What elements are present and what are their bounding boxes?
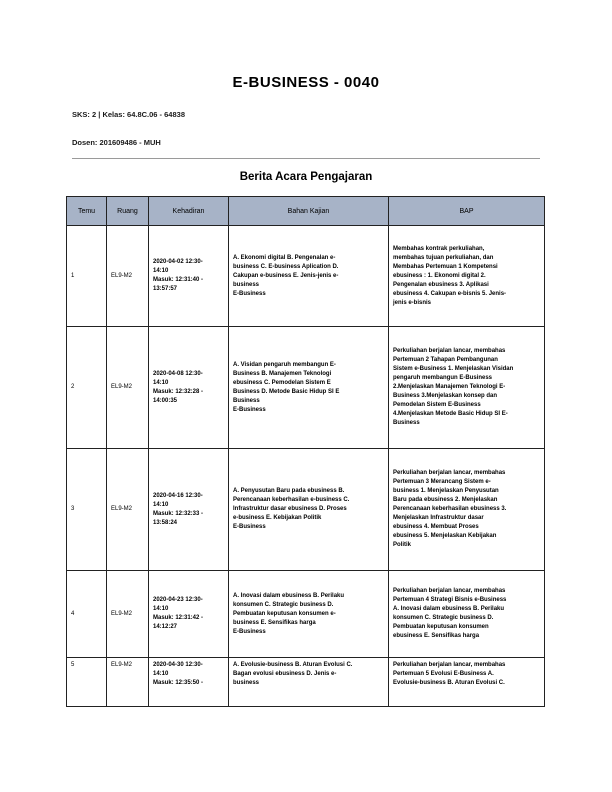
cell-kehadiran-line: 13:58:24 <box>153 519 178 526</box>
cell-bap-line: ebusiness 5. Menjelaskan Kebijakan <box>393 533 497 539</box>
cell-bahan-kajian <box>229 226 389 327</box>
cell-bahan-kajian-line: A. Inovasi dalam ebusiness B. Perilaku <box>233 592 345 599</box>
cell-temu: 3 <box>67 449 107 571</box>
cell-bahan-kajian-line: Business <box>233 397 260 404</box>
cell-bahan-kajian-line: business C. E-business Aplication D. <box>233 263 339 270</box>
cell-bap-line: Perkuliahan berjalan lancar, membahas <box>393 470 506 476</box>
cell-bahan-kajian-line: business E. Sensifikas harga <box>233 619 316 626</box>
header-bap: BAP <box>389 197 545 226</box>
cell-bap-line: Menjelaskan Infrastruktur dasar <box>393 515 484 521</box>
cell-bap-line: Perkuliahan berjalan lancar, membahas <box>393 588 506 594</box>
cell-bap <box>389 449 545 571</box>
cell-kehadiran-line: 2020-04-23 12:30- <box>153 597 203 603</box>
cell-kehadiran <box>149 571 229 658</box>
cell-bap-line: Evolusie-business B. Aturan Evolusi C. <box>393 680 505 686</box>
cell-bahan-kajian-line: E-Business <box>233 628 266 635</box>
cell-ruang: EL9-M2 <box>107 658 149 707</box>
cell-bap-line: Sistem e-Business 1. Menjelaskan Visidan <box>393 366 514 372</box>
cell-kehadiran-line: Masuk: 12:31:42 - <box>153 615 204 621</box>
cell-bahan-kajian-line: Business B. Manajemen Teknologi <box>233 370 332 377</box>
cell-kehadiran-line: 2020-04-16 12:30- <box>153 492 203 499</box>
cell-bahan-kajian-line: E-Business <box>233 524 266 530</box>
cell-bap <box>389 327 545 449</box>
cell-bahan-kajian-line: A. Visidan pengaruh membangun E- <box>233 361 336 368</box>
cell-bap-line: ebusiness : 1. Ekonomi digital 2. <box>393 272 486 279</box>
table-row <box>67 571 545 658</box>
sks-class-info: SKS: 2 | Kelas: 64.8C.06 - 64838 <box>72 110 185 119</box>
cell-bap-line: Pertemuan 3 Merancang Sistem e- <box>393 479 491 485</box>
table-row <box>67 449 545 571</box>
cell-bahan-kajian-line: Bagan evolusi ebusiness D. Jenis e- <box>233 671 337 677</box>
cell-bap-line: Baru pada ebusiness 2. Menjelaskan <box>393 497 498 503</box>
cell-kehadiran-line: Masuk: 12:31:40 - <box>153 277 204 283</box>
cell-bap-line: ebusiness 4. Cakupan e-bisnis 5. Jenis- <box>393 290 507 297</box>
cell-temu: 4 <box>67 571 107 658</box>
header-kehadiran: Kehadiran <box>149 197 229 226</box>
cell-bap-line: Pertemuan 5 Evolusi E-Business A. <box>393 671 494 677</box>
cell-bap-line: Pertemuan 4 Strategi Bisnis e-Business <box>393 597 507 603</box>
cell-kehadiran-line: 14:10 <box>153 379 169 386</box>
cell-bahan-kajian-line: business <box>233 281 260 288</box>
cell-bap-line: pengaruh membangun E-Business <box>393 375 493 381</box>
cell-temu: 1 <box>67 226 107 327</box>
cell-kehadiran-line: 2020-04-08 12:30- <box>153 370 203 377</box>
cell-kehadiran-line: 14:10 <box>153 268 169 274</box>
document-title: E-BUSINESS - 0040 <box>232 74 380 91</box>
cell-bahan-kajian-line: Business D. Metode Basic Hidup SI E <box>233 388 340 395</box>
cell-bap-line: business 1. Menjelaskan Penyusutan <box>393 488 499 494</box>
cell-bap <box>389 226 545 327</box>
cell-bap-line: konsumen C. Strategic business D. <box>393 615 494 621</box>
cell-kehadiran <box>149 327 229 449</box>
cell-kehadiran-line: 14:10 <box>153 501 169 508</box>
cell-bap-line: Perkuliahan berjalan lancar, membahas <box>393 662 506 668</box>
header-ruang: Ruang <box>107 197 149 226</box>
table-row <box>67 327 545 449</box>
cell-bap-line: 4.Menjelaskan Metode Basic Hidup SI E- <box>393 411 508 417</box>
cell-bap-line: Pertemuan 2 Tahapan Pembangunan <box>393 357 498 363</box>
cell-bahan-kajian-line: Cakupan e-business E. Jenis-jenis e- <box>233 272 339 279</box>
cell-kehadiran-line: 2020-04-30 12:30- <box>153 662 203 668</box>
cell-bahan-kajian-line: Perencanaan keberhasilan e-business C. <box>233 497 350 503</box>
cell-bahan-kajian-line: A. Evolusie-business B. Aturan Evolusi C. <box>233 662 353 668</box>
cell-bap-line: jenis e-bisnis <box>393 299 432 306</box>
cell-kehadiran <box>149 449 229 571</box>
cell-bap <box>389 658 545 707</box>
cell-bap-line: Business 3.Menjelaskan konsep dan <box>393 393 498 399</box>
cell-kehadiran <box>149 226 229 327</box>
cell-bap-line: ebusiness E. Sensifikas harga <box>393 633 480 639</box>
cell-bahan-kajian-line: E-Business <box>233 290 266 297</box>
table-header-row <box>67 197 545 226</box>
cell-bap-line: Business <box>393 420 420 426</box>
cell-bahan-kajian-line: E-Business <box>233 406 266 413</box>
cell-bap-line: Politik <box>393 542 412 548</box>
cell-kehadiran-line: Masuk: 12:32:33 - <box>153 510 204 517</box>
cell-kehadiran-line: 14:10 <box>153 671 169 677</box>
cell-bahan-kajian <box>229 449 389 571</box>
cell-ruang: EL9-M2 <box>107 327 149 449</box>
cell-bap-line: ebusiness 4. Membuat Proses <box>393 524 479 530</box>
cell-temu: 2 <box>67 327 107 449</box>
cell-bap-line: Perencanaan keberhasilan ebusiness 3. <box>393 506 507 512</box>
divider <box>72 158 540 159</box>
cell-ruang: EL9-M2 <box>107 226 149 327</box>
cell-bahan-kajian-line: Pembuatan keputusan konsumen e- <box>233 610 336 617</box>
cell-bap-line: Pengenalan ebusiness 3. Aplikasi <box>393 281 489 288</box>
cell-bahan-kajian-line: A. Penyusutan Baru pada ebusiness B. <box>233 488 345 494</box>
cell-bap-line: Perkuliahan berjalan lancar, membahas <box>393 348 506 354</box>
table-row <box>67 658 545 707</box>
cell-bahan-kajian-line: Infrastruktur dasar ebusiness D. Proses <box>233 506 347 512</box>
cell-bap-line: Membahas kontrak perkuliahan, <box>393 245 485 252</box>
cell-bap-line: Pembuatan keputusan konsumen <box>393 624 489 630</box>
cell-bahan-kajian <box>229 658 389 707</box>
cell-bahan-kajian-line: business <box>233 680 260 686</box>
cell-bahan-kajian-line: e-business E. Kebijakan Politik <box>233 515 322 521</box>
cell-kehadiran-line: 13:57:57 <box>153 286 178 292</box>
cell-bap-line: Membahas Pertemuan 1 Kompetensi <box>393 263 498 270</box>
cell-bap-line: Pemodelan Sistem E-Business <box>393 402 481 408</box>
cell-bap <box>389 571 545 658</box>
cell-kehadiran-line: 2020-04-02 12:30- <box>153 259 203 265</box>
cell-bap-line: 2.Menjelaskan Manajemen Teknologi E- <box>393 384 506 390</box>
section-title: Berita Acara Pengajaran <box>239 171 373 183</box>
cell-kehadiran-line: Masuk: 12:32:28 - <box>153 388 204 395</box>
cell-bahan-kajian <box>229 327 389 449</box>
cell-kehadiran <box>149 658 229 707</box>
cell-bahan-kajian-line: ebusiness C. Pemodelan Sistem E <box>233 379 331 386</box>
cell-kehadiran-line: Masuk: 12:35:50 - <box>153 680 204 686</box>
cell-ruang: EL9-M2 <box>107 449 149 571</box>
header-bahan-kajian: Bahan Kajian <box>229 197 389 226</box>
cell-kehadiran-line: 14:00:35 <box>153 397 178 404</box>
header-temu: Temu <box>67 197 107 226</box>
cell-bap-line: membahas tujuan perkuliahan, dan <box>393 254 494 261</box>
bap-table <box>66 196 545 707</box>
table-row <box>67 226 545 327</box>
cell-bahan-kajian-line: A. Ekonomi digital B. Pengenalan e- <box>233 254 336 261</box>
cell-kehadiran-line: 14:12:27 <box>153 624 178 630</box>
lecturer-info: Dosen: 201609486 - MUH <box>72 138 161 147</box>
cell-kehadiran-line: 14:10 <box>153 606 169 612</box>
cell-bahan-kajian <box>229 571 389 658</box>
cell-bahan-kajian-line: konsumen C. Strategic business D. <box>233 601 334 608</box>
cell-temu: 5 <box>67 658 107 707</box>
cell-ruang: EL9-M2 <box>107 571 149 658</box>
cell-bap-line: A. Inovasi dalam ebusiness B. Perilaku <box>393 606 505 612</box>
